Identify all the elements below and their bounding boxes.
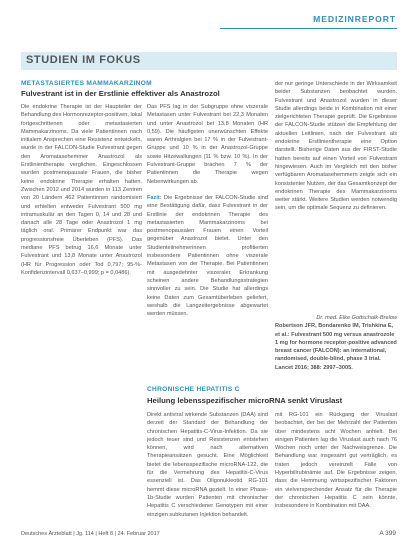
article1-body-1: Die endokrine Therapie ist der Haupteiler der Behandlung des Hormonrezeptor-positiven, lokal fortgeschrittenen oder metastasierten Mammakarzinoms. Da viele Patientinnen nach initialem Ansprechen eine Resistenz entwickeln, wurde in der FALCON-Studie Fulvestrant gegen den Aromatasehemmer Anastrozol als Erstlinientherapie verglichen. Eingeschlossen wurden postmenopausale Frauen, die bisher keine endokrine Therapie erhalten hatten. Zwischen 2012 und 2014 wurden in 113 Zentren von 20 Ländern 462 Patientinnen randomisiert und erhielten entweder Fulvestrant 500 mg intramuskulär an den Tagen 0, 14 und 28 und danach alle 28 Tage oder Anastrozol 1 mg täglich oral. Primärer Endpunkt war das progressionsfreie Überleben (PFS). Das mediane PFS betrug 16,6 Monate unter Fulvestrant und 13,8 Monate unter Anastrozol (HR für Progression oder Tod 0,797; 95-%-Konfidenzintervall 0,637–0,999; p = 0,0486). — [21, 104, 142, 276]
article1-author: Dr. med. Elke Gottschalk-Brelow — [316, 315, 397, 321]
article1-column-3 — [275, 80, 397, 376]
conclusion-text: Die Ergebnisse der FALCON-Studie sind eine Bestätigung dafür, dass Fulvestrant in der Erstlinie der endokrinen Therapie des metastasierten Mammakarzinoms bei postmenopausalen Frauen einen Vorteil gegenüber Anastrozol bietet. Unter den Studienteilnehmerinnen profitierten insbesondere Patientinnen ohne viszerale Metastasen von der Therapie. Bei Patientinnen mit ausgedehnter viszeraler Erkrankung scheinen andere Behandlungsstrategien sinnvoller zu sein. Die Studie hat allerdings keine Daten zum Gesamtüberleben geliefert, weshalb die Langzeitergebnisse abgewartet werden müssen. — [147, 194, 268, 318]
conclusion-lead: Fazit: — [147, 194, 162, 201]
article1-title: Fulvestrant ist in der Erstlinie effektiver als Anastrozol — [21, 89, 220, 98]
article2-label: CHRONISCHE HEPATITIS C — [147, 386, 240, 393]
rubric-label: MEDIZINREPORT — [313, 14, 396, 24]
footer-page-number: A 399 — [379, 530, 396, 537]
rubric-rule — [220, 28, 397, 29]
article2-title: Heilung lebensspezifischer microRNA senkt Viruslast — [147, 396, 343, 405]
article1-source: Robertson JFR, Bondarenko IM, Trishkina E, et al.: Fulvestrant 500 mg versus anastrozole 1 mg for hormone receptor-positive advanced breast cancer (FALCON): an international, randomised, double-blind, phase 3 trial. Lancet 2016; 388: 2997–3005. — [275, 323, 397, 371]
article2-column-2 — [275, 411, 397, 525]
article1-body-2: Das PFS lag in der Subgruppe ohne viszerale Metastasen unter Fulvestrant bei 22,3 Monaten und unter Anastrozol bei 13,8 Monaten (HR 0,59). Die häufigsten unerwünschten Effekte waren Arthralgien bei 17 % in der Fulvestrant-Gruppe und 10 % in der Anastrozol-Gruppe sowie Hitzewallungen (11 % bzw. 10 %). In der Fulvestrant-Gruppe brachen 7 % der Patientinnen die Therapie wegen Nebenwirkungen ab. — [147, 104, 268, 185]
footer-journal: Deutsches Ärzteblatt | Jg. 114 | Heft 8 | 24. Februar 2017 — [21, 531, 160, 537]
article1-column-2 — [147, 103, 268, 393]
article1-conclusion — [147, 194, 268, 318]
article1-body-3: der nur geringe Unterschiede in der Wirksamkeit beider Substanzen beobachtet wurden. Fulvestrant und Anastrozol wurden in dieser Studie allerdings beide in Kombination mit einer zielgerichteten Therapie geprüft. Die Ergebnisse der FALCON-Studie stützen die Empfehlung der aktuellen Leitlinien, nach der Fulvestrant als endokrine Erstlinientherapie eine Option darstellt. Bisherige Daten aus der FIRST-Studie hatten bereits auf einen Vorteil von Fulvestrant hingewiesen. Auch im Vergleich mit den bisher verfügbaren Aromatasehemmern zeigte sich ein konsistenter Nutzen, der das Gesamtkonzept der endokrinen Therapie des Mammakarzinoms weiter stärkt. Weitere Studien werden notwendig sein, um die optimale Sequenz zu definieren. — [275, 81, 397, 212]
article1-column-1 — [21, 103, 142, 523]
article2-body-2: mit RG-101 ein Rückgang der Viruslast beobachtet, der bei der Mehrzahl der Patienten über mindestens acht Wochen anhielt. Bei einigen Patienten lag die Viruslast auch nach 76 Wochen noch unter der Nachweisgrenze. Die Behandlung war insgesamt gut verträglich, es traten jedoch vereinzelt Fälle von Hyperbilirubinämie auf. Die Ergebnisse zeigen, dass die Hemmung wirtsspezifischer Faktoren ein vielversprechender Ansatz für die Therapie der chronischen Hepatitis C sein könnte, insbesondere in Kombination mit DAA. — [275, 412, 397, 510]
article1-label: METASTASIERTES MAMMAKARZINOM — [21, 80, 152, 87]
article2-column-1 — [147, 411, 268, 525]
section-title: STUDIEN IM FOKUS — [26, 54, 141, 66]
article2-body-1: Direkt antiviral wirkende Substanzen (DAA) sind derzeit der Standard der Behandlung der chronischen Hepatitis-C-Virus-Infektion. Da sie jedoch teuer sind und Resistenzen entstehen können, wird nach alternativen Therapieansätzen gesucht. Eine Möglichkeit bietet die lebensspezifische microRNA-122, die für die Vermehrung des Hepatitis-C-Virus essenziell ist. Das Oligonukleotid RG-101 hemmt diese microRNA gezielt. In einer Phase-1b-Studie wurden Patienten mit chronischer Hepatitis C verschiedener Genotypen mit einer einzigen subkutanen Injektion behandelt. — [147, 412, 268, 518]
